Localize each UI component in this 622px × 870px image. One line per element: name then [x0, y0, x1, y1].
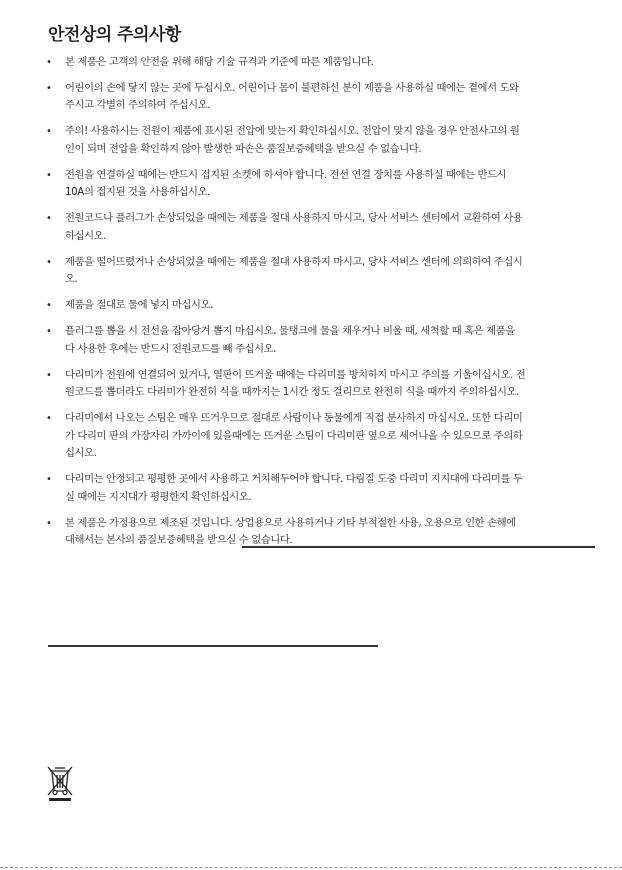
list-item-text: 본 제품은 고객의 안전을 위해 해당 기술 규격과 기준에 따른 제품입니다.: [65, 56, 374, 68]
bullet-icon: •: [46, 517, 52, 529]
safety-precautions-list: [46, 54, 526, 558]
page-title: 안전상의 주의사항: [48, 25, 181, 45]
list-item-text: 플러그를 뽑을 시 전선을 잡아당겨 뽑지 마십시오. 물탱크에 물을 채우거나 비울 때, 세척할 때 혹은 제품을 다 사용한 후에는 반드시 전원코드를 빼 주십시오.: [65, 325, 515, 355]
list-item: [46, 515, 526, 550]
bullet-icon: •: [46, 256, 52, 268]
bullet-icon: •: [46, 213, 52, 225]
bullet-icon: •: [46, 326, 52, 338]
bullet-icon: •: [46, 413, 52, 425]
list-item: [46, 210, 526, 245]
list-item-text: 다리미는 안정되고 평평한 곳에서 사용하고 거치해두어야 합니다. 다림질 도중 다리미 지지대에 다리미를 두실 때에는 지지대가 평평한지 확인하십시오.: [65, 473, 523, 503]
list-item-text: 제품을 절대로 물에 넣지 마십시오.: [65, 299, 214, 312]
list-item: [46, 410, 526, 463]
list-item: [46, 323, 526, 358]
list-item-text: 주의! 사용하시는 전원이 제품에 표시된 전압에 맞는지 확인하십시오. 전압이 맞지 않을 경우 안전사고의 원인이 되며 전압을 확인하지 않아 발생한 파손은 품질보증혜택을 받으실 수 없습니다.: [65, 125, 520, 155]
list-item: [46, 123, 526, 158]
bullet-icon: •: [46, 82, 52, 94]
list-item: [46, 297, 526, 315]
bullet-icon: •: [46, 126, 52, 138]
list-item: [46, 367, 526, 402]
list-item: [46, 80, 526, 115]
divider: [48, 645, 378, 647]
list-item-text: 전원코드나 플러그가 손상되었을 때에는 제품을 절대 사용하지 마시고, 당사 서비스 센터에서 교환하여 사용하십시오.: [65, 212, 523, 242]
list-item: [46, 471, 526, 506]
list-item-text: 다리미에서 나오는 스팀은 매우 뜨거우므로 절대로 사람이나 동물에게 직접 분사하지 마십시오. 또한 다리미가 다리미 판의 가장자리 가까이에 있을때에는 뜨거운 스팀이 다리미판 옆으로 세어나올 수 있으므로 주의하십시오.: [65, 412, 523, 460]
list-item: [46, 254, 526, 289]
divider: [242, 546, 595, 548]
page-edge: [0, 867, 622, 868]
bullet-icon: •: [46, 474, 52, 486]
bullet-icon: •: [46, 300, 52, 312]
list-item: [46, 54, 526, 72]
list-item-text: 어린이의 손에 닿지 않는 곳에 두십시오. 어린이나 몸이 불편하신 분이 제품을 사용하실 때에는 곁에서 도와주시고 각별히 주의하여 주십시오.: [65, 81, 519, 112]
bullet-icon: •: [46, 169, 52, 181]
list-item-text: 다리미가 전원에 연결되어 있거나, 열판이 뜨거울 때에는 다리미를 방치하지 마시고 주의를 기울이십시오. 전원코드를 뽑더라도 다리미가 완전히 식을 때까지는 1시간 정도 걸리므로 완전히 식을 때까지 주의하십시오.: [65, 368, 526, 399]
list-item-text: 본 제품은 가정용으로 제조된 것입니다. 상업용으로 사용하거나 기타 부적절한 사용, 오용으로 인한 손해에 대해서는 본사의 품질보증혜택을 받으실 수 없습니다.: [65, 516, 516, 547]
list-item-text: 제품을 떨어뜨렸거나 손상되었을 때에는 제품을 절대 사용하지 마시고, 당사 서비스 센터에 의뢰하여 주십시오.: [65, 255, 523, 286]
list-item: [46, 167, 526, 202]
crossed-out-wheelie-bin-icon: [46, 764, 74, 802]
bullet-icon: •: [46, 369, 52, 381]
bullet-icon: •: [46, 57, 52, 68]
list-item-text: 전원을 연결하실 때에는 반드시 접지된 소켓에 하셔야 합니다. 전선 연결 장치를 사용하실 때에는 반드시 10A의 접지된 것을 사용하십시오.: [65, 168, 507, 199]
